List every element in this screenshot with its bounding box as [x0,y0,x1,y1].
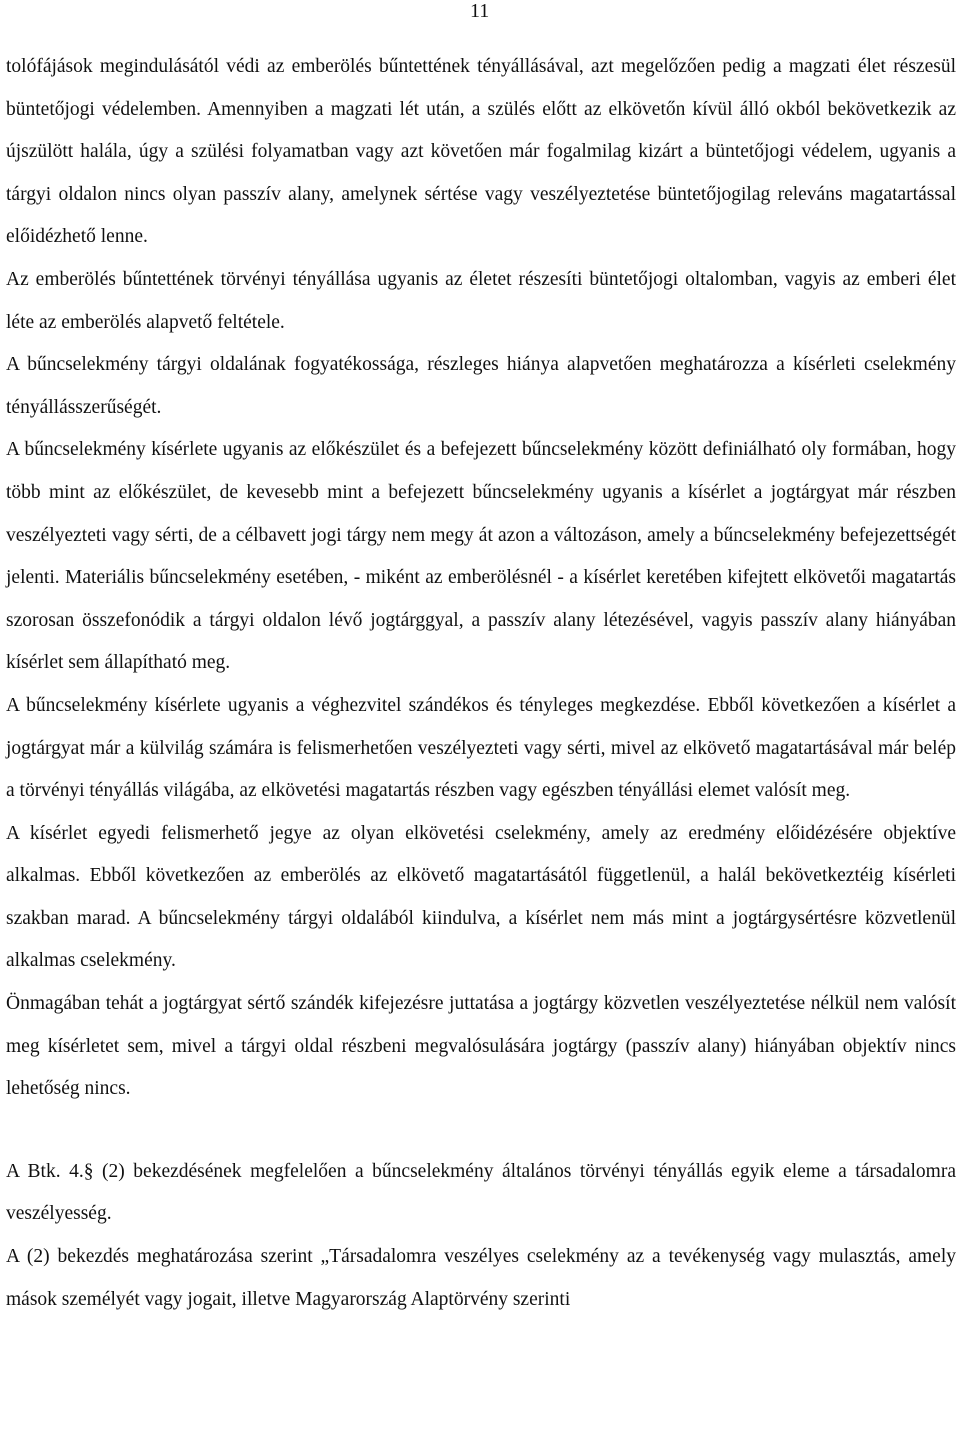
paragraph-spacer [6,1111,956,1151]
paragraph-4: A bűncselekmény kísérlete ugyanis az előkészület és a befejezett bűncselekmény között definiálható oly formában, hogy több mint az előkészület, de kevesebb mint a befejezett bűncselekmény ugyanis a kísérlet a jogtárgyat már részben veszélyezteti vagy sérti, de a célbavett jogi tárgy nem megy át azon a változáson, amely a bűncselekmény befejezettségét jelenti. Materiális bűncselekmény esetében, - miként az emberölésnél - a kísérlet keretében kifejtett elkövetői magatartás szorosan összefonódik a tárgyi oldalon lévő jogtárggyal, a passzív alany létezésével, vagyis passzív alany hiányában kísérlet sem állapítható meg. [6,439,956,674]
paragraph-2: Az emberölés bűntettének törvényi tényállása ugyanis az életet részesíti büntetőjogi oltalomban, vagyis az emberi élet léte az emberölés alapvető feltétele. [6,268,956,333]
paragraph-1: tolófájások megindulásától védi az emberölés bűntettének tényállásával, azt megelőzően pedig a magzati élet részesül büntetőjogi védelemben. Amennyiben a magzati lét után, a szülés előtt az elkövetőn kívül álló okból bekövetkezik az újszülött halála, úgy a szülési folyamatban vagy azt követően már fogalmilag kizárt a büntetőjogi védelem, ugyanis a tárgyi oldalon nincs olyan passzív alany, amelynek sértése vagy veszélyeztetése büntetőjogilag releváns magatartással előidézhető lenne. [6,56,956,248]
paragraph-8: A Btk. 4.§ (2) bekezdésének megfelelően a bűncselekmény általános törvényi tényállás egyik eleme a társadalomra veszélyesség. [6,1160,956,1225]
paragraph-5: A bűncselekmény kísérlete ugyanis a véghezvitel szándékos és tényleges megkezdése. Ebből következően a kísérlet a jogtárgyat már a külvilág számára is felismerhetően veszélyezteti vagy sérti, mivel az elkövető magatartásával már belép a törvényi tényállás világába, az elkövetési magatartás részben vagy egészben tényállási elemet valósít meg. [6,694,956,802]
paragraph-7: Önmagában tehát a jogtárgyat sértő szándék kifejezésre juttatása a jogtárgy közvetlen veszélyeztetése nélkül nem valósít meg kísérletet sem, mivel a tárgyi oldal részbeni megvalósulására jogtárgy (passzív alany) hiányában objektív nincs lehetőség nincs. [6,993,956,1100]
page-number: 11 [470,0,490,22]
body-text [6,46,956,1321]
paragraph-9: A (2) bekezdés meghatározása szerint „Társadalomra veszélyes cselekmény az a tevékenység vagy mulasztás, amely mások személyét vagy jogait, illetve Magyarország Alaptörvény szerinti [6,1246,956,1310]
paragraph-3: A bűncselekmény tárgyi oldalának fogyatékossága, részleges hiánya alapvetően meghatározza a kísérleti cselekmény tényállásszerűségét. [6,354,956,418]
paragraph-6: A kísérlet egyedi felismerhető jegye az olyan elkövetési cselekmény, amely az eredmény előidézésére objektíve alkalmas. Ebből következően az emberölés az elkövető magatartásától függetlenül, a halál bekövetkeztéig kísérleti szakban marad. A bűncselekmény tárgyi oldalából kiindulva, a kísérlet nem más mint a jogtárgysértésre közvetlenül alkalmas cselekmény. [6,822,956,972]
